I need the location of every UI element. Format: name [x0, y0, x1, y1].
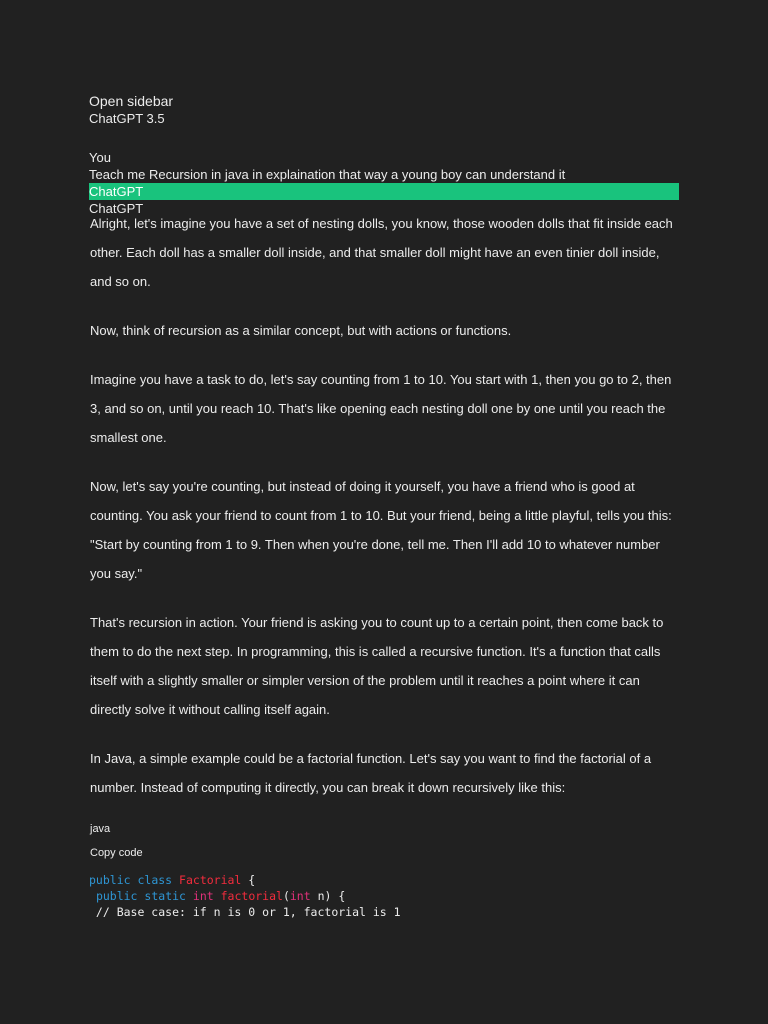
response-paragraph: Now, let's say you're counting, but instead of doing it yourself, you have a friend who is good at counting. You ask your friend to count from 1 to 10. But your friend, being a little playful, tells you this: "Start by counting from 1 to 9. Then when you're done, tell me. Then I'll add 10 to whatever number you say." — [90, 479, 672, 581]
code-keyword: static — [144, 889, 186, 903]
code-block — [89, 872, 679, 920]
assistant-highlight-label: ChatGPT — [89, 183, 679, 200]
code-indent — [89, 889, 96, 903]
copy-code-button[interactable]: Copy code — [90, 847, 143, 859]
code-line — [89, 872, 679, 888]
code-keyword: public — [89, 873, 131, 887]
code-text: { — [241, 873, 256, 887]
assistant-response — [89, 209, 679, 802]
code-type: int — [192, 889, 214, 903]
response-paragraph: That's recursion in action. Your friend is asking you to count up to a certain point, then come back to them to do the next step. In programming, this is called a recursive function. It's a function that calls itself with a slightly smaller or simpler version of the problem until it reaches a point where it can directly solve it without calling itself again. — [90, 615, 664, 717]
response-paragraph: Now, think of recursion as a similar concept, but with actions or functions. — [90, 323, 512, 338]
code-function-name: factorial — [220, 889, 283, 903]
code-language-label: java — [90, 823, 111, 835]
response-paragraph: In Java, a simple example could be a factorial function. Let's say you want to find the factorial of a number. Instead of computing it directly, you can break it down recursively like this: — [90, 751, 652, 795]
user-speaker-label: You — [89, 150, 111, 165]
open-sidebar-button[interactable]: Open sidebar — [89, 93, 174, 109]
user-message-text: Teach me Recursion in java in explaination that way a young boy can understand it — [89, 167, 566, 182]
code-keyword: class — [137, 873, 173, 887]
code-line — [89, 888, 679, 904]
assistant-speaker-label: ChatGPT — [89, 201, 144, 216]
code-keyword: public — [95, 889, 138, 903]
code-text: n) { — [310, 889, 346, 903]
code-comment-line: // Base case: if n is 0 or 1, factorial is 1 — [89, 905, 401, 919]
model-selector[interactable]: ChatGPT 3.5 — [89, 111, 165, 126]
code-text: ( — [282, 889, 290, 903]
response-paragraph: Alright, let's imagine you have a set of nesting dolls, you know, those wooden dolls that fit inside each other. Each doll has a smaller doll inside, and that smaller doll might have an even tinier doll inside, and so on. — [90, 216, 673, 289]
user-message — [89, 149, 679, 183]
assistant-message — [89, 183, 679, 920]
response-paragraph: Imagine you have a task to do, let's say counting from 1 to 10. You start with 1, then you go to 2, then 3, and so on, until you reach 10. That's like opening each nesting doll one by one until you reach the smallest one. — [90, 372, 672, 445]
code-block-container — [89, 822, 679, 920]
chat-container — [89, 92, 679, 920]
code-type: int — [289, 889, 311, 903]
code-class-name: Factorial — [179, 873, 242, 887]
